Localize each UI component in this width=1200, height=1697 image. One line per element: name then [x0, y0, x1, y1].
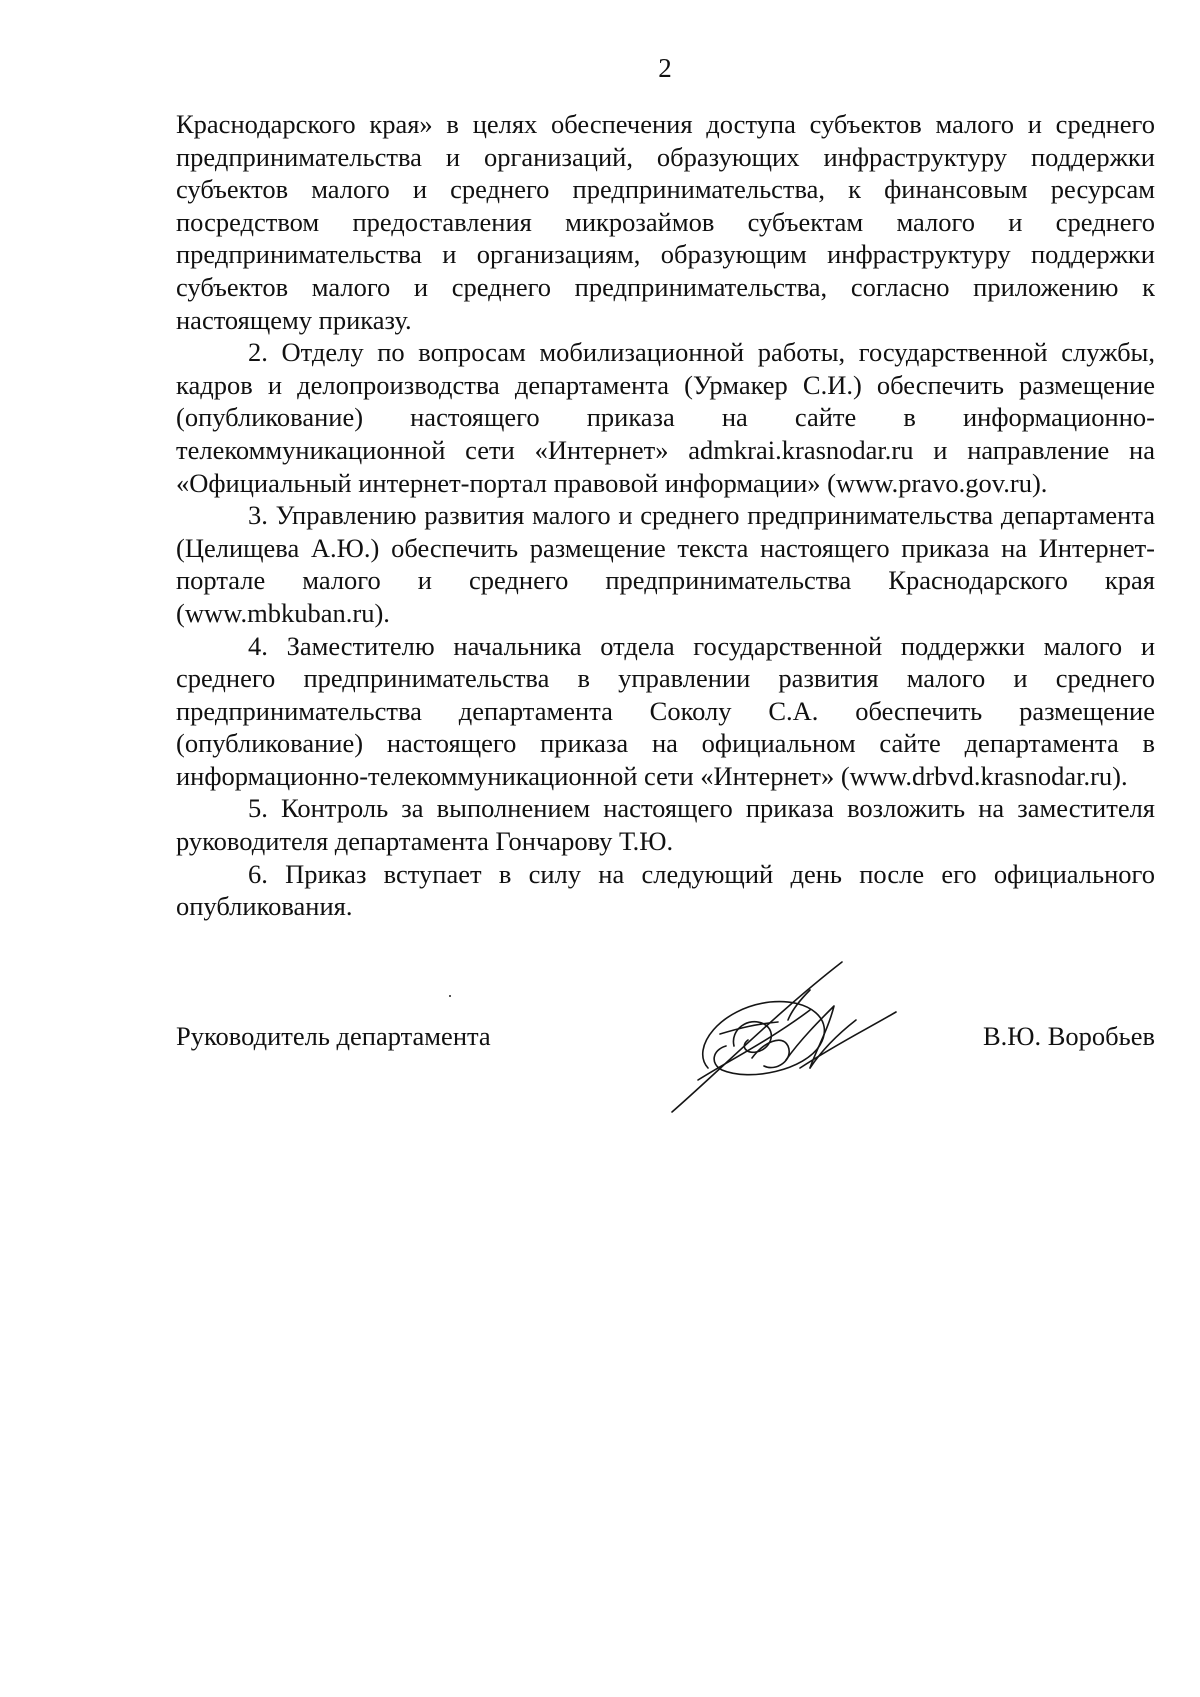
scan-speck — [449, 995, 451, 997]
handwritten-signature — [660, 950, 900, 1120]
signatory-title: Руководитель департамента — [176, 1021, 491, 1051]
document-body — [176, 108, 1155, 923]
paragraph-item-6: 6. Приказ вступает в силу на следующий день после его официального опубликования. — [176, 858, 1155, 922]
paragraph-item-5: 5. Контроль за выполнением настоящего приказа возложить на заместителя руководителя департамента Гончарову Т.Ю. — [176, 793, 1155, 857]
paragraph-item-3: 3. Управлению развития малого и среднего предпринимательства департамента (Целищева А.Ю.) обеспечить размещение текста настоящего приказа на Интернет-портале малого и среднего предпринимательства Краснодарского края (www.mbkuban.ru). — [176, 500, 1155, 628]
signatory-name: В.Ю. Воробьев — [982, 1021, 1155, 1051]
paragraph-item-4: 4. Заместителю начальника отдела государственной поддержки малого и среднего предпринимательства в управлении развития малого и среднего предпринимательства департамента Соколу С.А. обеспечить размещение (опубликование) настоящего приказа на официальном сайте департамента в информационно-телекоммуникационной сети «Интернет» (www.drbvd.krasnodar.ru). — [176, 630, 1155, 791]
paragraph-continuation: Краснодарского края» в целях обеспечения доступа субъектов малого и среднего предпринимательства и организаций, образующих инфраструктуру поддержки субъектов малого и среднего предпринимательства, к финансовым ресурсам посредством предоставления микрозаймов субъектам малого и среднего предпринимательства и организациям, образующим инфраструктуру поддержки субъектов малого и среднего предпринимательства, согласно приложению к настоящему приказу. — [176, 109, 1155, 335]
paragraph-item-2: 2. Отделу по вопросам мобилизационной работы, государственной службы, кадров и делопроизводства департамента (Урмакер С.И.) обеспечить размещение (опубликование) настоящего приказа на сайте в информационно-телекоммуникационной сети «Интернет» admkrai.krasnodar.ru и направление на «Официальный интернет-портал правовой информации» (www.pravo.gov.ru). — [176, 337, 1155, 498]
page-number: 2 — [658, 53, 672, 83]
